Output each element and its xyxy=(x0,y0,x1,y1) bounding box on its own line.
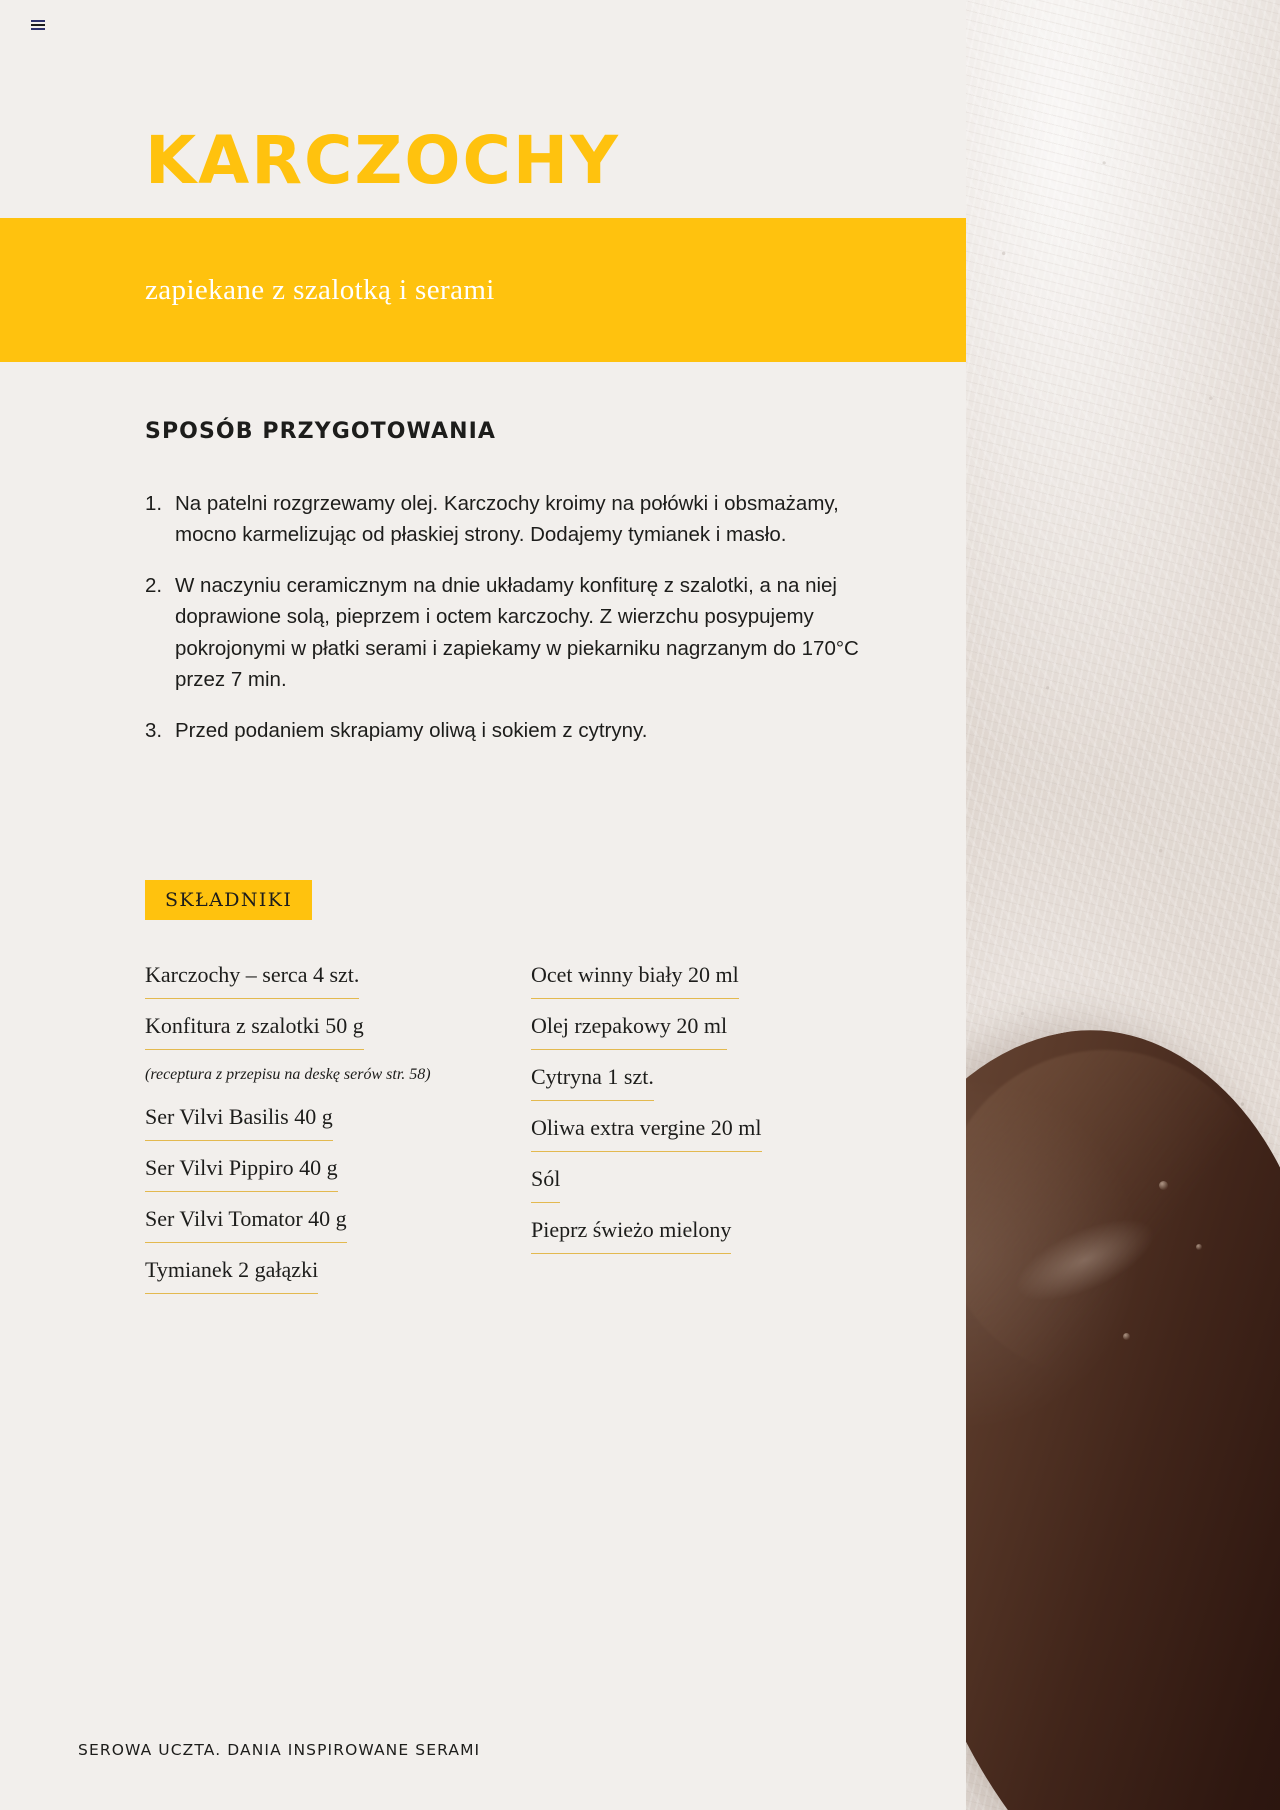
step-number: 3. xyxy=(145,718,163,742)
step-text: W naczyniu ceramicznym na dnie układamy konfiturę z szalotki, a na niej doprawione solą, pieprzem i octem karczochy. Z wierzchu posypujemy pokrojonymi w płatki serami i zapiekamy w piekarniku nagrzanym do 170°C przez 7 min. xyxy=(175,574,859,691)
ingredient-item: Sól xyxy=(531,1154,560,1203)
step-text: Na patelni rozgrzewamy olej. Karczochy kroimy na połówki i obsmażamy, mocno karmelizując od płaskiej strony. Dodajemy tymianek i masło. xyxy=(175,492,839,547)
step-number: 2. xyxy=(145,574,163,598)
dish-droplet xyxy=(1123,1333,1130,1340)
ingredient-item: Karczochy – serca 4 szt. xyxy=(145,950,359,999)
page-footer: SEROWA UCZTA. DANIA INSPIROWANE SERAMI xyxy=(78,1741,481,1759)
page-title: KARCZOCHY xyxy=(145,122,620,199)
step-number: 1. xyxy=(145,492,163,515)
recipe-photo xyxy=(966,0,1280,1810)
ingredient-item: Ser Vilvi Pippiro 40 g xyxy=(145,1143,338,1192)
ingredients-right-column xyxy=(531,950,871,1296)
dish-droplet xyxy=(1159,1181,1168,1190)
preparation-steps xyxy=(145,488,885,766)
dish-droplet xyxy=(1196,1244,1202,1250)
ingredient-item: Pieprz świeżo mielony xyxy=(531,1205,731,1254)
ingredient-item: Ser Vilvi Tomator 40 g xyxy=(145,1194,347,1243)
ingredient-item: Olej rzepakowy 20 ml xyxy=(531,1001,727,1050)
page-subtitle: zapiekane z szalotką i serami xyxy=(145,274,495,306)
ingredient-item: Ser Vilvi Basilis 40 g xyxy=(145,1092,333,1141)
preparation-step xyxy=(145,570,885,695)
step-text: Przed podaniem skrapiamy oliwą i sokiem z cytryny. xyxy=(175,718,648,742)
ingredients-label: SKŁADNIKI xyxy=(145,880,312,920)
preparation-heading: SPOSÓB PRZYGOTOWANIA xyxy=(145,419,496,444)
ingredient-item: Ocet winny biały 20 ml xyxy=(531,950,739,999)
preparation-step xyxy=(145,488,885,550)
ingredients-left-column xyxy=(145,950,485,1296)
ingredient-note: (receptura z przepisu na deskę serów str. 58) xyxy=(145,1066,431,1083)
crop-mark-icon xyxy=(31,20,45,30)
ingredient-item: Oliwa extra vergine 20 ml xyxy=(531,1103,762,1152)
preparation-step xyxy=(145,715,885,746)
ingredient-item: Cytryna 1 szt. xyxy=(531,1052,654,1101)
ingredients-columns xyxy=(145,950,885,1296)
ingredient-item: Konfitura z szalotki 50 g xyxy=(145,1001,364,1050)
ingredient-item: Tymianek 2 gałązki xyxy=(145,1245,318,1294)
